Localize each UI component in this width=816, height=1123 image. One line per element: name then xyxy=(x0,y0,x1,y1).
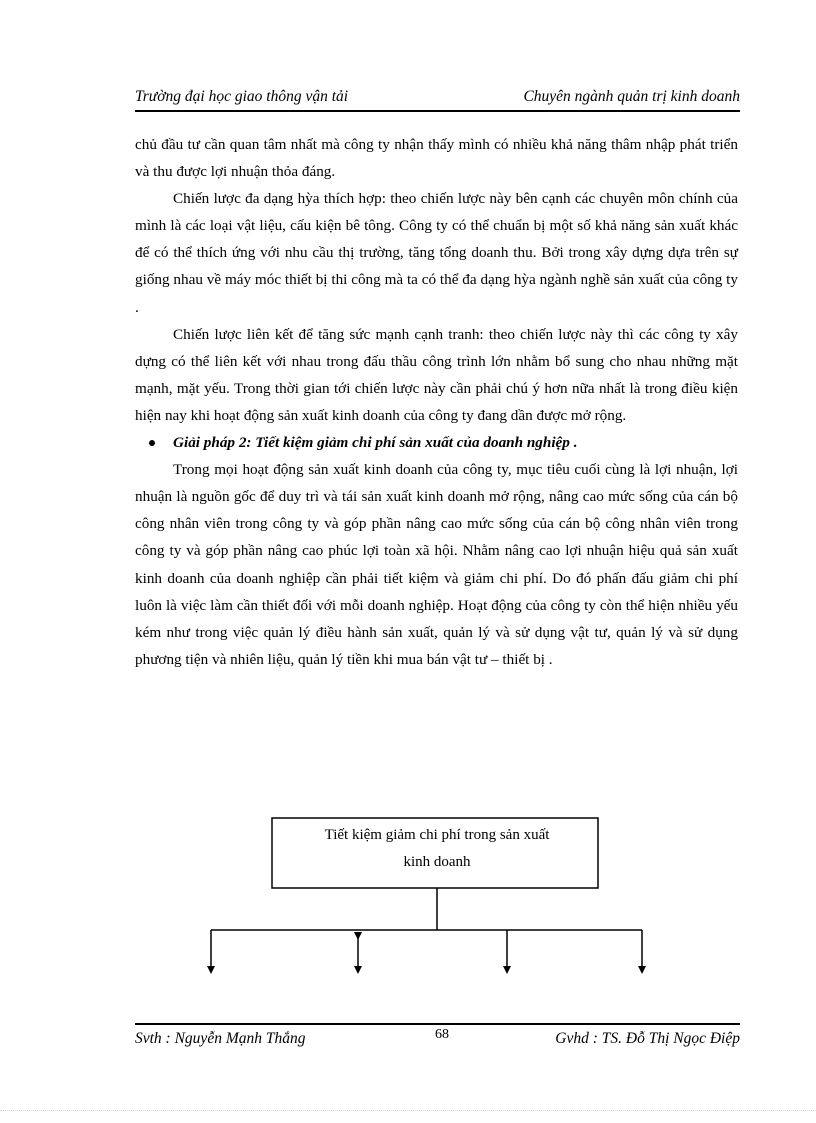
footer-supervisor: Gvhd : TS. Đỗ Thị Ngọc Điệp xyxy=(555,1030,740,1047)
page-number: 68 xyxy=(435,1027,449,1042)
paragraph: Chiến lược đa dạng hỳa thích hợp: theo chiến lược này bên cạnh các chuyên môn chính của mình là các loại vật liệu, cấu kiện bê tông. Công ty có thể chuẩn bị một số khả năng sản xuất khác để có thể thích ứng với nhu cầu thị trường, tăng tổng doanh thu. Bởi trong xây dựng dựa trên sự giống nhau về máy móc thiết bị thi công mà ta có thể đa dạng hỳa ngành nghề sản xuất của công ty . xyxy=(135,190,738,316)
page-footer xyxy=(135,1023,740,1051)
box-label-line2: kinh doanh xyxy=(403,854,471,870)
paragraph: chủ đầu tư cần quan tâm nhất mà công ty nhận thấy mình có nhiều khả năng thâm nhập phát triển và thu được lợi nhuận thỏa đáng. xyxy=(135,136,738,181)
paragraph: Chiến lược liên kết để tăng sức mạnh cạnh tranh: theo chiến lược này thì các công ty xây dựng có thể liên kết với nhau trong đấu thầu công trình lớn nhằm bổ sung cho nhau những mặt mạnh, mặt yếu. Trong thời gian tới chiến lược này cần phải chú ý hơn nữa nhất là trong điều kiện hiện nay khi hoạt động sản xuất kinh doanh của công ty đang dần được mở rộng. xyxy=(135,325,738,424)
page-edge-divider xyxy=(0,1110,816,1111)
box-label-line1: Tiết kiệm giảm chi phí trong sản xuất xyxy=(324,827,550,843)
header-university: Trường đại học giao thông vận tải xyxy=(135,88,349,105)
diagram-box-label xyxy=(282,822,592,876)
solution-heading-text: Giải pháp 2: Tiết kiệm giảm chi phí sản xuất của doanh nghiệp . xyxy=(173,434,578,452)
paragraph: Trong mọi hoạt động sản xuất kinh doanh của công ty, mục tiêu cuối cùng là lợi nhuận, lợi nhuận là nguồn gốc để duy trì và tái sản xuất kinh doanh mở rộng, nâng cao mức sống của cán bộ công nhân viên trong công ty và góp phần nâng cao mức sống của cán bộ công nhân viên trong công ty và góp phần nâng cao phúc lợi toàn xã hội. Nhằm nâng cao lợi nhuận hiệu quả sản xuất kinh doanh của doanh nghiệp cần phải tiết kiệm và giảm chi phí. Do đó phấn đấu giảm chi phí luôn là việc làm cần thiết đối với mỗi doanh nghiệp. Hoạt động của công ty còn thể hiện nhiều yếu kém như trong việc quản lý điều hành sản xuất, quản lý và sử dụng vật tư, quản lý và sử dụng phương tiện và nhiên liệu, quản lý tiền khi mua bán vật tư – thiết bị . xyxy=(135,461,738,668)
header-major: Chuyên ngành quản trị kinh doanh xyxy=(523,88,740,105)
footer-student: Svth : Nguyễn Mạnh Thắng xyxy=(135,1030,306,1047)
